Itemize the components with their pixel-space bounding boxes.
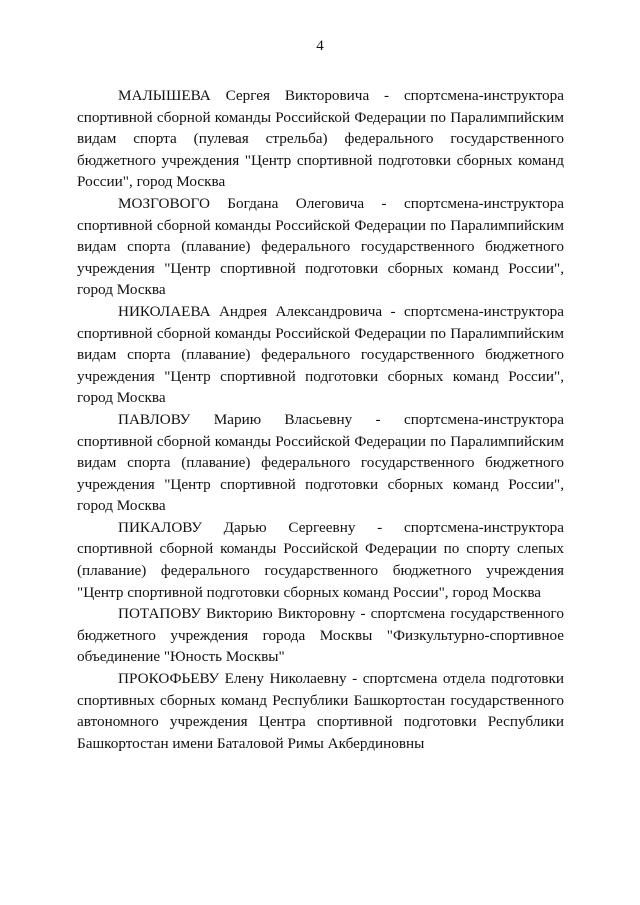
- award-entry-potapovu: ПОТАПОВУ Викторию Викторовну - спортсмена государственного бюджетного учреждения города Москвы "Физкультурно-спортивное объединение "Юность Москвы": [77, 605, 564, 666]
- page-number: 4: [316, 38, 324, 54]
- award-list: [77, 85, 564, 754]
- award-entry-prokofevu: ПРОКОФЬЕВУ Елену Николаевну - спортсмена отдела подготовки спортивных сборных команд Республики Башкортостан государственного автономного учреждения Центра спортивной подготовки Республики Башкортостан имени Баталовой Римы Акбердиновны: [77, 670, 564, 752]
- award-entry-malysheva: МАЛЫШЕВА Сергея Викторовича - спортсмена-инструктора спортивной сборной команды Российской Федерации по Паралимпийским видам спорта (пулевая стрельба) федерального государственного бюджетного учреждения "Центр спортивной подготовки сборных команд России", город Москва: [77, 87, 564, 191]
- award-entry-mozgovogo: МОЗГОВОГО Богдана Олеговича - спортсмена-инструктора спортивной сборной команды Российской Федерации по Паралимпийским видам спорта (плавание) федерального государственного бюджетного учреждения "Центр спортивной подготовки сборных команд России", город Москва: [77, 194, 564, 299]
- award-entry-pavlovu: ПАВЛОВУ Марию Власьевну - спортсмена-инструктора спортивной сборной команды Российской Федерации по Паралимпийским видам спорта (плавание) федерального государственного бюджетного учреждения "Центр спортивной подготовки сборных команд России", город Москва: [77, 410, 564, 515]
- award-entry-nikolaeva: НИКОЛАЕВА Андрея Александровича - спортсмена-инструктора спортивной сборной команды Российской Федерации по Паралимпийским видам спорта (плавание) федерального государственного бюджетного учреждения "Центр спортивной подготовки сборных команд России", город Москва: [77, 302, 564, 407]
- award-entry-pikalovu: ПИКАЛОВУ Дарью Сергеевну - спортсмена-инструктора спортивной сборной команды Российской Федерации по спорту слепых (плавание) федерального государственного бюджетного учреждения "Центр спортивной подготовки сборных команд России", город Москва: [77, 518, 564, 601]
